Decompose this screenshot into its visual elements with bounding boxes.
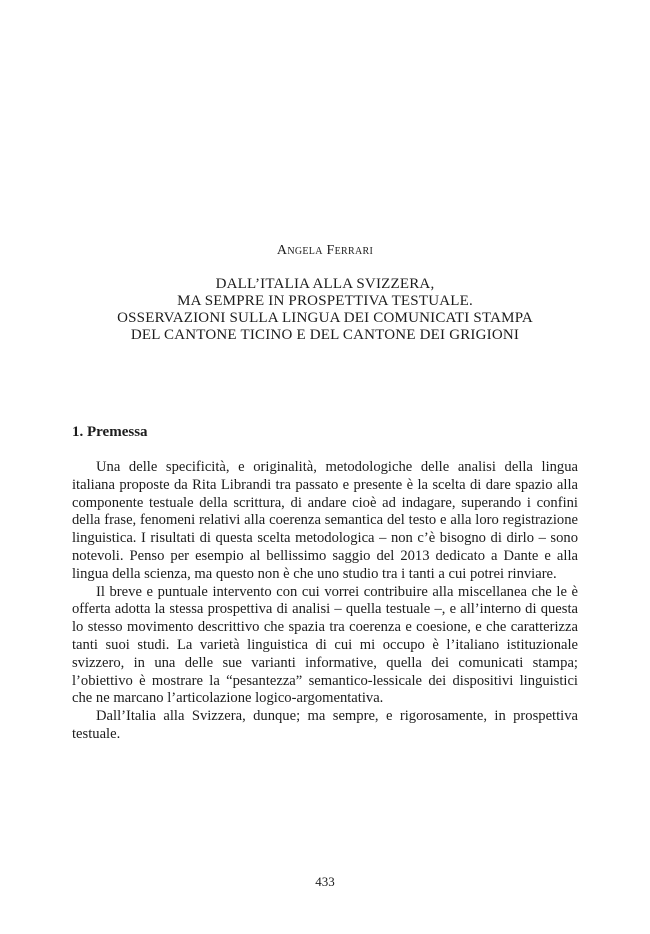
body-text [72,459,578,744]
article-title [0,276,650,344]
paragraph: Dall’Italia alla Svizzera, dunque; ma sempre, e rigorosamente, in prospettiva testuale. [72,708,578,742]
page-number: 433 [315,874,335,889]
title-line: MA SEMPRE IN PROSPETTIVA TESTUALE. [177,293,473,309]
section-heading: 1. Premessa [72,424,148,440]
author-name: Angela Ferrari [276,243,374,258]
paragraph: Una delle specificità, e originalità, metodologiche delle analisi della lingua italiana proposte da Rita Librandi tra passato e presente è la scelta di dare spazio alla componente testuale della scrittura, di andare cioè ad indagare, superando i confini della frase, fenomeni relativi alla coerenza semantica del testo e alla loro registrazione linguistica. I risultati di questa scelta metodologica – non c’è bisogno di dirlo – sono notevoli. Penso per esempio al bellissimo saggio del 2013 dedicato a Dante e alla lingua della scienza, ma questo non è che uno studio tra i tanti a cui potrei rinviare. [72,459,578,582]
title-line: DEL CANTONE TICINO E DEL CANTONE DEI GRIGIONI [130,327,520,343]
paragraph: Il breve e puntuale intervento con cui vorrei contribuire alla miscellanea che le è offerta adotta la stessa prospettiva di analisi – quella testuale –, e all’interno di questa lo stesso movimento descrittivo che spazia tra coerenza e coesione, e che caratterizza tanti suoi studi. La varietà linguistica di cui mi occupo è l’italiano istituzionale svizzero, in una delle sue varianti informative, quella dei comunicati stampa; l’obiettivo è mostrare la “pesantezza” semantico-lessicale dei dispositivi linguistici che ne marcano l’articolazione logico-argomentativa. [72,583,578,707]
title-line: DALL’ITALIA ALLA SVIZZERA, [215,276,435,292]
title-line: OSSERVAZIONI SULLA LINGUA DEI COMUNICATI STAMPA [117,310,533,326]
